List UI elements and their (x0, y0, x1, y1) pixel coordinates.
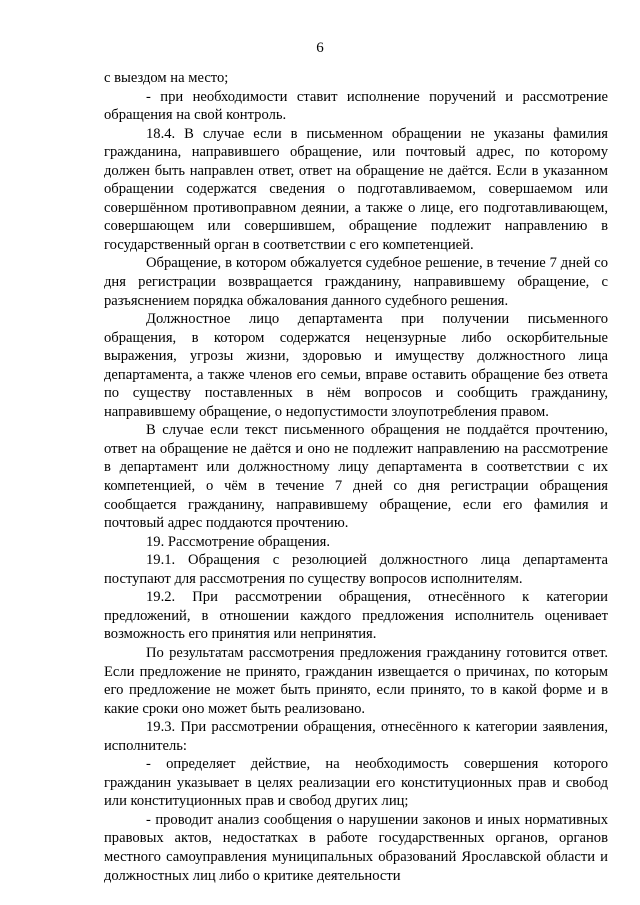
list-item: - определяет действие, на необходимость совершения которого гражданин указывает в целях реализации его конституционных прав и свобод или конституционных прав и свобод других лиц; (104, 756, 608, 810)
paragraph: По результатам рассмотрения предложения гражданину готовится ответ. Если предложение не принято, гражданин извещается о причинах, по которым его предложение не может быть принято, если принято, то в какой форме и в какие сроки оно может быть реализовано. (104, 644, 608, 717)
section-heading: 19. Рассмотрение обращения. (146, 533, 331, 550)
paragraph: с выездом на место; (104, 70, 229, 86)
list-item: - проводит анализ сообщения о нарушении законов и иных нормативных правовых актов, недостатках в работе государственных органов, органов местного самоуправления муниципальных образований Ярославской области и должностных лиц либо о критике деятельности (104, 811, 608, 884)
paragraph: 19.1. Обращения с резолюцией должностного лица департамента поступают для рассмотрения по существу вопросов исполнителям. (104, 552, 608, 587)
document-body (104, 69, 608, 885)
paragraph: 19.3. При рассмотрении обращения, отнесённого к категории заявления, исполнитель: (104, 719, 608, 754)
paragraph: 19.2. При рассмотрении обращения, отнесённого к категории предложений, в отношении каждого предложения исполнитель оценивает возможность его принятия или непринятия. (104, 589, 608, 643)
paragraph: В случае если текст письменного обращения не поддаётся прочтению, ответ на обращение не даётся и оно не подлежит направлению на рассмотрение в департамент или должностному лицу департамента в соответствии с их компетенцией, о чём в течение 7 дней со дня регистрации обращения сообщается гражданину, направившему обращение, если его фамилия и почтовый адрес поддаются прочтению. (104, 422, 608, 532)
paragraph: 18.4. В случае если в письменном обращении не указаны фамилия гражданина, направившего обращение, или почтовый адрес, по которому должен быть направлен ответ, ответ на обращение не даётся. Если в указанном обращении содержатся сведения о подготавливаемом, совершаемом или совершённом противоправном деянии, а также о лице, его подготавливающем, совершающем или совершившем, обращение подлежит направлению в государственный орган в соответствии с его компетенцией. (104, 125, 608, 253)
paragraph: Обращение, в котором обжалуется судебное решение, в течение 7 дней со дня регистрации возвращается гражданину, направившему обращение, с разъяснением порядка обжалования данного судебного решения. (104, 255, 608, 309)
paragraph: - при необходимости ставит исполнение поручений и рассмотрение обращения на свой контроль. (104, 88, 608, 124)
page-number: 6 (316, 40, 324, 56)
paragraph: Должностное лицо департамента при получении письменного обращения, в котором содержатся нецензурные либо оскорбительные выражения, угрозы жизни, здоровью и имуществу должностного лица департамента, а также членов его семьи, вправе оставить обращение без ответа по существу поставленных в нём вопросов и сообщить гражданину, направившему обращение, о недопустимости злоупотребления правом. (104, 311, 608, 420)
